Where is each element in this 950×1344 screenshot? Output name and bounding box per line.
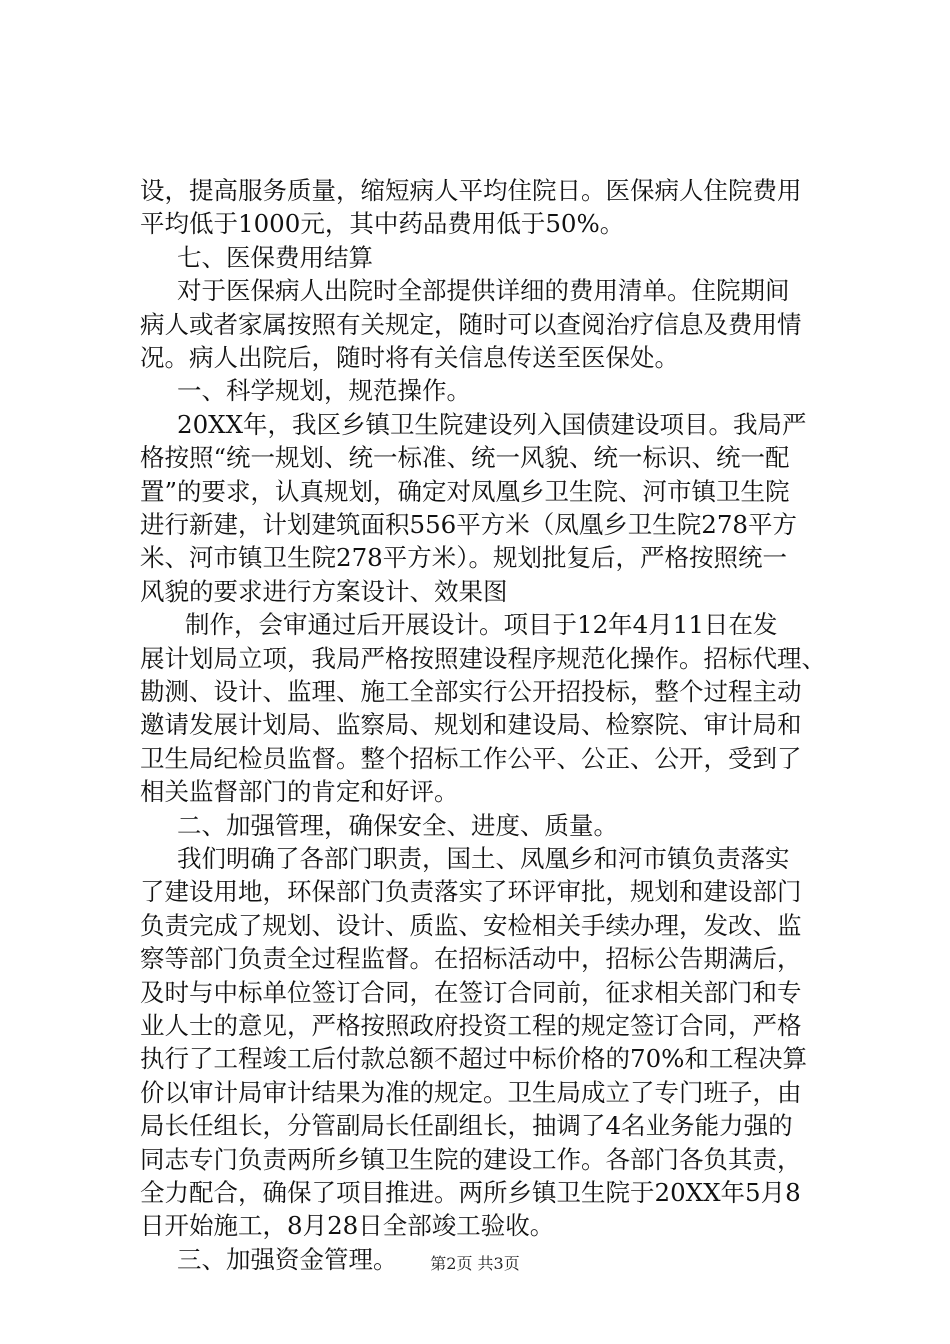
- text-line: 三、加强资金管理。: [177, 1244, 398, 1274]
- text-line: 置”的要求，认真规划，确定对凤凰乡卫生院、河市镇卫生院: [140, 476, 790, 506]
- text-line: 负责完成了规划、设计、质监、安检相关手续办理，发改、监: [140, 910, 802, 940]
- text-line: 二、加强管理，确保安全、进度、质量。: [177, 810, 618, 840]
- text-line: 七、医保费用结算: [177, 242, 373, 272]
- text-line: 展计划局立项，我局严格按照建设程序规范化操作。招标代理、: [140, 643, 826, 673]
- text-line: 对于医保病人出院时全部提供详细的费用清单。住院期间: [177, 276, 790, 306]
- text-line: 局长任组长，分管副局长任副组长，抽调了4名业务能力强的: [140, 1111, 793, 1141]
- text-line: 我们明确了各部门职责，国土、凤凰乡和河市镇负责落实: [177, 844, 790, 873]
- text-line: 设，提高服务质量，缩短病人平均住院日。医保病人住院费用: [140, 176, 802, 205]
- page-footer: [0, 1253, 950, 1275]
- text-line: 察等部门负责全过程监督。在招标活动中，招标公告期满后，: [140, 944, 802, 974]
- text-line: 及时与中标单位签订合同，在签订合同前，征求相关部门和专: [140, 977, 802, 1007]
- text-line: 全力配合，确保了项目推进。两所乡镇卫生院于20XX年5月8: [140, 1178, 801, 1207]
- text-line: 同志专门负责两所乡镇卫生院的建设工作。各部门各负其责，: [140, 1144, 802, 1174]
- text-line: 况。病人出院后，随时将有关信息传送至医保处。: [140, 343, 679, 372]
- text-line: 20XX年，我区乡镇卫生院建设列入国债建设项目。我局严: [177, 409, 807, 439]
- text-line: 价以审计局审计结果为准的规定。卫生局成立了专门班子，由: [140, 1077, 802, 1107]
- text-line: 风貌的要求进行方案设计、效果图: [140, 576, 508, 606]
- text-line: 业人士的意见，严格按照政府投资工程的规定签订合同，严格: [140, 1011, 802, 1040]
- text-line: 一、科学规划，规范操作。: [177, 376, 471, 406]
- text-line: 格按照“统一规划、统一标准、统一风貌、统一标识、统一配: [140, 443, 790, 473]
- text-line: 制作，会审通过后开展设计。项目于12年4月11日在发: [185, 610, 778, 640]
- text-line: 勘测、设计、监理、施工全部实行公开招投标，整个过程主动: [140, 677, 802, 706]
- text-line: 了建设用地，环保部门负责落实了环评审批，规划和建设部门: [140, 877, 802, 907]
- text-line: 平均低于1000元，其中药品费用低于50%。: [140, 209, 625, 239]
- page-number-label: 第2页 共3页: [430, 1254, 520, 1273]
- text-line: 相关监督部门的肯定和好评。: [140, 777, 459, 807]
- text-line: 日开始施工，8月28日全部竣工验收。: [140, 1211, 555, 1241]
- text-line: 进行新建，计划建筑面积556平方米（凤凰乡卫生院278平方: [140, 510, 798, 539]
- text-line: 邀请发展计划局、监察局、规划和建设局、检察院、审计局和: [140, 710, 802, 740]
- text-line: 米、河市镇卫生院278平方米）。规划批复后，严格按照统一: [140, 543, 788, 573]
- text-line: 病人或者家属按照有关规定，随时可以查阅治疗信息及费用情: [140, 309, 802, 339]
- text-line: 执行了工程竣工后付款总额不超过中标价格的70%和工程决算: [140, 1044, 807, 1074]
- text-line: 卫生局纪检员监督。整个招标工作公平、公正、公开，受到了: [140, 743, 802, 773]
